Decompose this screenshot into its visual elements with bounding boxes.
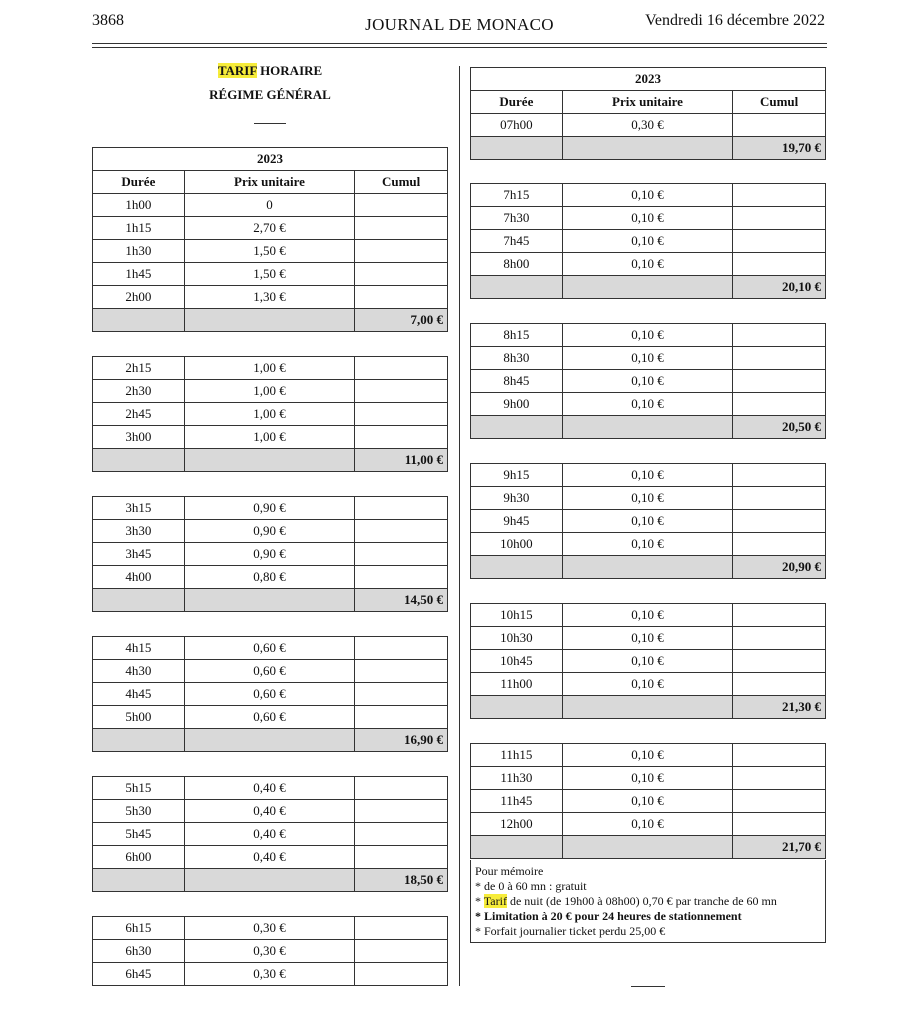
notes-heading: Pour mémoire xyxy=(475,864,544,878)
cumul-subtotal: 21,30 € xyxy=(733,696,826,719)
cumul-cell xyxy=(355,426,448,449)
cumul-cell xyxy=(355,403,448,426)
duree-cell: 2h30 xyxy=(93,380,185,403)
issue-date: Vendredi 16 décembre 2022 xyxy=(645,12,825,29)
subtotal-empty-cell xyxy=(93,449,185,472)
cumul-cell xyxy=(733,184,826,207)
tariff-table xyxy=(92,147,448,332)
table-row xyxy=(471,627,826,650)
year-header: 2023 xyxy=(93,148,448,171)
prix-cell: 1,00 € xyxy=(184,403,354,426)
cumul-cell xyxy=(733,790,826,813)
duree-cell: 6h45 xyxy=(93,963,185,986)
cumul-cell xyxy=(355,497,448,520)
duree-cell: 1h15 xyxy=(93,217,185,240)
subtotal-empty-cell xyxy=(471,696,563,719)
prix-cell: 0,10 € xyxy=(562,324,732,347)
prix-cell: 0,40 € xyxy=(184,846,354,869)
subtotal-empty-cell xyxy=(562,137,732,160)
tariff-table xyxy=(92,916,448,986)
cumul-cell xyxy=(355,240,448,263)
prix-cell: 0,60 € xyxy=(184,637,354,660)
subtotal-empty-cell xyxy=(471,556,563,579)
prix-cell: 0,10 € xyxy=(562,487,732,510)
table-row xyxy=(471,813,826,836)
table-row xyxy=(93,380,448,403)
cumul-subtotal: 11,00 € xyxy=(355,449,448,472)
subtotal-row xyxy=(471,416,826,439)
prix-cell: 0,60 € xyxy=(184,660,354,683)
subtotal-row xyxy=(471,137,826,160)
duree-header: Durée xyxy=(471,91,563,114)
duree-cell: 8h30 xyxy=(471,347,563,370)
page-title xyxy=(92,63,448,79)
year-row xyxy=(471,68,826,91)
table-row xyxy=(93,217,448,240)
cumul-subtotal: 21,70 € xyxy=(733,836,826,859)
header-rule xyxy=(92,47,827,48)
table-row xyxy=(93,637,448,660)
header-rule xyxy=(92,43,827,44)
duree-cell: 10h15 xyxy=(471,604,563,627)
duree-cell: 1h00 xyxy=(93,194,185,217)
cumul-cell xyxy=(355,800,448,823)
subtotal-empty-cell xyxy=(562,556,732,579)
cumul-subtotal: 20,50 € xyxy=(733,416,826,439)
prix-cell: 0,10 € xyxy=(562,347,732,370)
table-row xyxy=(93,846,448,869)
table-row xyxy=(471,533,826,556)
prix-cell: 0,10 € xyxy=(562,510,732,533)
duree-cell: 9h45 xyxy=(471,510,563,533)
prix-cell: 0,10 € xyxy=(562,184,732,207)
table-row xyxy=(471,487,826,510)
table-row xyxy=(93,823,448,846)
table-row xyxy=(93,403,448,426)
duree-cell: 9h15 xyxy=(471,464,563,487)
duree-header: Durée xyxy=(93,171,185,194)
duree-cell: 2h15 xyxy=(93,357,185,380)
prix-cell: 0,40 € xyxy=(184,823,354,846)
subtotal-empty-cell xyxy=(184,869,354,892)
prix-cell: 0,10 € xyxy=(562,207,732,230)
note-line: * de 0 à 60 mn : gratuit xyxy=(475,879,587,893)
table-row xyxy=(471,230,826,253)
subtotal-row xyxy=(93,729,448,752)
cumul-subtotal: 7,00 € xyxy=(355,309,448,332)
subtotal-empty-cell xyxy=(184,729,354,752)
cumul-header: Cumul xyxy=(733,91,826,114)
table-row xyxy=(93,543,448,566)
tariff-table xyxy=(92,496,448,612)
cumul-cell xyxy=(733,673,826,696)
subtotal-row xyxy=(93,869,448,892)
duree-cell: 07h00 xyxy=(471,114,563,137)
cumul-subtotal: 14,50 € xyxy=(355,589,448,612)
cumul-cell xyxy=(733,324,826,347)
cumul-cell xyxy=(733,347,826,370)
note-bullet: * xyxy=(475,894,484,908)
duree-cell: 4h15 xyxy=(93,637,185,660)
subtotal-empty-cell xyxy=(562,836,732,859)
table-row xyxy=(93,660,448,683)
tariff-table xyxy=(470,183,826,299)
table-row xyxy=(93,286,448,309)
table-row xyxy=(93,240,448,263)
prix-cell: 0,30 € xyxy=(184,963,355,986)
prix-cell: 1,50 € xyxy=(184,263,354,286)
duree-cell: 12h00 xyxy=(471,813,563,836)
cumul-cell xyxy=(733,627,826,650)
prix-cell: 0,10 € xyxy=(562,230,732,253)
subtotal-empty-cell xyxy=(471,276,563,299)
cumul-cell xyxy=(733,813,826,836)
table-row xyxy=(471,464,826,487)
prix-cell: 2,70 € xyxy=(184,217,354,240)
duree-cell: 6h00 xyxy=(93,846,185,869)
cumul-subtotal: 18,50 € xyxy=(355,869,448,892)
end-mark xyxy=(631,986,665,987)
duree-cell: 11h15 xyxy=(471,744,563,767)
prix-header: Prix unitaire xyxy=(562,91,732,114)
tariff-table xyxy=(92,636,448,752)
cumul-cell xyxy=(355,286,448,309)
subtotal-row xyxy=(93,449,448,472)
duree-cell: 3h30 xyxy=(93,520,185,543)
subtotal-empty-cell xyxy=(562,416,732,439)
note-highlight: Tarif xyxy=(483,894,507,908)
table-row xyxy=(93,357,448,380)
cumul-subtotal: 16,90 € xyxy=(355,729,448,752)
table-row xyxy=(471,347,826,370)
cumul-cell xyxy=(733,487,826,510)
table-row xyxy=(93,706,448,729)
table-row xyxy=(93,566,448,589)
table-row xyxy=(471,790,826,813)
duree-cell: 5h15 xyxy=(93,777,185,800)
duree-cell: 11h00 xyxy=(471,673,563,696)
prix-cell: 0,10 € xyxy=(562,767,732,790)
duree-cell: 10h00 xyxy=(471,533,563,556)
note-text: de nuit (de 19h00 à 08h00) 0,70 € par tranche de 60 mn xyxy=(506,894,777,908)
cumul-subtotal: 20,90 € xyxy=(733,556,826,579)
tariff-table xyxy=(92,776,448,892)
prix-cell: 1,00 € xyxy=(184,357,354,380)
column-divider xyxy=(459,66,460,986)
cumul-cell xyxy=(355,194,448,217)
tariff-table xyxy=(470,603,826,719)
journal-title: JOURNAL DE MONACO xyxy=(365,15,554,34)
duree-cell: 6h30 xyxy=(93,940,185,963)
subtotal-row xyxy=(471,836,826,859)
cumul-cell xyxy=(733,767,826,790)
prix-cell: 0,60 € xyxy=(184,706,354,729)
note-line xyxy=(475,894,821,909)
prix-cell: 0,30 € xyxy=(184,917,355,940)
notes-box xyxy=(470,860,826,943)
prix-cell: 0,40 € xyxy=(184,777,354,800)
tariff-table xyxy=(470,463,826,579)
prix-cell: 0,10 € xyxy=(562,813,732,836)
duree-cell: 3h45 xyxy=(93,543,185,566)
subtotal-empty-cell xyxy=(471,137,563,160)
prix-cell: 0,60 € xyxy=(184,683,354,706)
prix-cell: 0,90 € xyxy=(184,497,354,520)
table-row xyxy=(471,510,826,533)
prix-cell: 1,50 € xyxy=(184,240,354,263)
cumul-cell xyxy=(355,566,448,589)
table-row xyxy=(93,800,448,823)
cumul-cell xyxy=(733,253,826,276)
tariff-table xyxy=(470,323,826,439)
duree-cell: 4h30 xyxy=(93,660,185,683)
duree-cell: 3h15 xyxy=(93,497,185,520)
prix-cell: 0,10 € xyxy=(562,790,732,813)
cumul-cell xyxy=(355,706,448,729)
table-row xyxy=(93,497,448,520)
table-row xyxy=(471,767,826,790)
cumul-cell xyxy=(355,543,448,566)
note-line: * Limitation à 20 € pour 24 heures de stationnement xyxy=(475,909,742,923)
subtotal-empty-cell xyxy=(562,696,732,719)
table-row xyxy=(471,393,826,416)
tariff-table xyxy=(470,743,826,859)
column-header-row xyxy=(471,91,826,114)
prix-cell: 0,10 € xyxy=(562,253,732,276)
cumul-cell xyxy=(355,940,448,963)
title-rest: HORAIRE xyxy=(260,63,323,78)
year-header: 2023 xyxy=(471,68,826,91)
table-row xyxy=(471,650,826,673)
subtotal-row xyxy=(471,696,826,719)
table-row xyxy=(471,253,826,276)
tariff-table xyxy=(92,356,448,472)
subtotal-empty-cell xyxy=(93,309,185,332)
duree-cell: 1h45 xyxy=(93,263,185,286)
cumul-cell xyxy=(733,114,826,137)
cumul-cell xyxy=(355,963,448,986)
duree-cell: 8h15 xyxy=(471,324,563,347)
subtotal-empty-cell xyxy=(184,309,354,332)
prix-cell: 1,00 € xyxy=(184,426,354,449)
table-row xyxy=(93,963,448,986)
cumul-cell xyxy=(733,604,826,627)
table-row xyxy=(471,184,826,207)
duree-cell: 2h00 xyxy=(93,286,185,309)
prix-cell: 0,10 € xyxy=(562,627,732,650)
cumul-cell xyxy=(355,683,448,706)
cumul-cell xyxy=(355,846,448,869)
table-row xyxy=(93,194,448,217)
cumul-cell xyxy=(355,263,448,286)
year-row xyxy=(93,148,448,171)
cumul-cell xyxy=(355,637,448,660)
subtotal-empty-cell xyxy=(471,836,563,859)
cumul-cell xyxy=(733,393,826,416)
duree-cell: 9h30 xyxy=(471,487,563,510)
cumul-subtotal: 20,10 € xyxy=(733,276,826,299)
duree-cell: 10h45 xyxy=(471,650,563,673)
cumul-subtotal: 19,70 € xyxy=(733,137,826,160)
note-line: * Forfait journalier ticket perdu 25,00 € xyxy=(475,924,666,938)
duree-cell: 4h45 xyxy=(93,683,185,706)
duree-cell: 11h45 xyxy=(471,790,563,813)
duree-cell: 3h00 xyxy=(93,426,185,449)
table-row xyxy=(93,426,448,449)
prix-cell: 0,80 € xyxy=(184,566,354,589)
duree-cell: 1h30 xyxy=(93,240,185,263)
subtotal-row xyxy=(471,556,826,579)
prix-header: Prix unitaire xyxy=(184,171,354,194)
table-row xyxy=(471,324,826,347)
cumul-cell xyxy=(733,744,826,767)
table-row xyxy=(93,940,448,963)
page-subtitle: RÉGIME GÉNÉRAL xyxy=(209,87,331,102)
subtotal-empty-cell xyxy=(471,416,563,439)
cumul-cell xyxy=(733,464,826,487)
duree-cell: 5h00 xyxy=(93,706,185,729)
subtotal-empty-cell xyxy=(93,589,185,612)
table-row xyxy=(93,520,448,543)
prix-cell: 0,10 € xyxy=(562,533,732,556)
prix-cell: 0 xyxy=(184,194,354,217)
duree-cell: 7h45 xyxy=(471,230,563,253)
cumul-cell xyxy=(355,520,448,543)
cumul-cell xyxy=(733,533,826,556)
table-row xyxy=(471,744,826,767)
prix-cell: 0,10 € xyxy=(562,393,732,416)
title-highlight: TARIF xyxy=(217,63,257,78)
prix-cell: 0,10 € xyxy=(562,744,732,767)
subtotal-empty-cell xyxy=(184,449,354,472)
subtotal-row xyxy=(93,309,448,332)
duree-cell: 4h00 xyxy=(93,566,185,589)
cumul-header: Cumul xyxy=(355,171,448,194)
table-row xyxy=(471,114,826,137)
subtotal-row xyxy=(93,589,448,612)
subtotal-empty-cell xyxy=(562,276,732,299)
duree-cell: 6h15 xyxy=(93,917,185,940)
table-row xyxy=(471,207,826,230)
duree-cell: 8h00 xyxy=(471,253,563,276)
cumul-cell xyxy=(733,230,826,253)
title-separator xyxy=(254,123,286,124)
table-row xyxy=(471,370,826,393)
duree-cell: 7h15 xyxy=(471,184,563,207)
duree-cell: 9h00 xyxy=(471,393,563,416)
cumul-cell xyxy=(355,380,448,403)
prix-cell: 0,40 € xyxy=(184,800,354,823)
cumul-cell xyxy=(733,510,826,533)
prix-cell: 1,00 € xyxy=(184,380,354,403)
table-row xyxy=(93,777,448,800)
table-row xyxy=(93,683,448,706)
duree-cell: 2h45 xyxy=(93,403,185,426)
column-header-row xyxy=(93,171,448,194)
prix-cell: 0,10 € xyxy=(562,370,732,393)
prix-cell: 0,30 € xyxy=(562,114,732,137)
subtotal-empty-cell xyxy=(184,589,354,612)
duree-cell: 7h30 xyxy=(471,207,563,230)
prix-cell: 0,30 € xyxy=(184,940,355,963)
cumul-cell xyxy=(733,650,826,673)
prix-cell: 0,90 € xyxy=(184,543,354,566)
table-row xyxy=(471,604,826,627)
prix-cell: 0,90 € xyxy=(184,520,354,543)
cumul-cell xyxy=(355,660,448,683)
duree-cell: 5h45 xyxy=(93,823,185,846)
subtotal-empty-cell xyxy=(93,869,185,892)
duree-cell: 8h45 xyxy=(471,370,563,393)
cumul-cell xyxy=(733,370,826,393)
page-number: 3868 xyxy=(92,12,124,29)
prix-cell: 1,30 € xyxy=(184,286,354,309)
prix-cell: 0,10 € xyxy=(562,464,732,487)
cumul-cell xyxy=(355,357,448,380)
cumul-cell xyxy=(355,217,448,240)
cumul-cell xyxy=(355,917,448,940)
tariff-table xyxy=(470,67,826,160)
prix-cell: 0,10 € xyxy=(562,604,732,627)
cumul-cell xyxy=(733,207,826,230)
cumul-cell xyxy=(355,777,448,800)
table-row xyxy=(471,673,826,696)
table-row xyxy=(93,263,448,286)
table-row xyxy=(93,917,448,940)
subtotal-row xyxy=(471,276,826,299)
subtotal-empty-cell xyxy=(93,729,185,752)
duree-cell: 5h30 xyxy=(93,800,185,823)
cumul-cell xyxy=(355,823,448,846)
duree-cell: 10h30 xyxy=(471,627,563,650)
duree-cell: 11h30 xyxy=(471,767,563,790)
prix-cell: 0,10 € xyxy=(562,673,732,696)
prix-cell: 0,10 € xyxy=(562,650,732,673)
